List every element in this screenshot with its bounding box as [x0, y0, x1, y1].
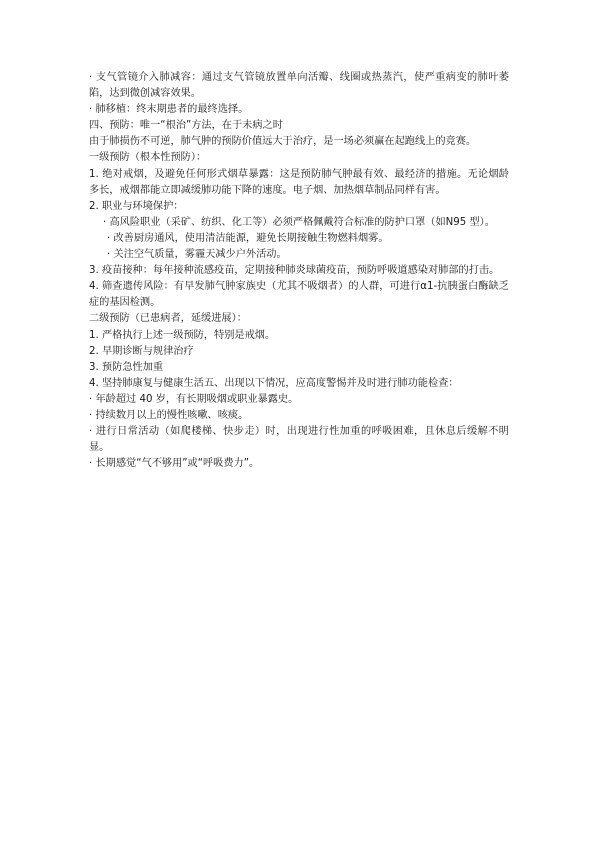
section-heading-prevention: 四、预防：唯一“根治”方法，在于未病之时	[89, 120, 283, 132]
bullet-air-quality: · 关注空气质量，雾霾天减少户外活动。	[107, 249, 287, 261]
paragraph-lung-transplant: · 肺移植：终末期患者的最终选择。	[89, 104, 249, 116]
list-item-strict-primary-prevention: 1. 严格执行上述一级预防，特别是戒烟。	[89, 329, 276, 341]
list-item-prevent-exacerbation: 3. 预防急性加重	[89, 361, 164, 373]
bullet-high-risk-occupation: · 高风险职业（采矿、纺织、化工等）必须严格佩戴符合标准的防护口罩（如N95 型）。	[103, 216, 495, 228]
paragraph-bronchoscopic-lung-volume-reduction: · 支气管镜介入肺减容：通过支气管镜放置单向活瓣、线圈或热蒸汽，使严重病变的肺叶萎陷，达到微创减容效果。	[89, 72, 509, 100]
list-item-occupational-protection: 2. 职业与环境保护：	[89, 200, 184, 212]
list-item-vaccination: 3. 疫苗接种：每年接种流感疫苗，定期接种肺炎球菌疫苗，预防呼吸道感染对肺部的打击。	[89, 265, 500, 277]
list-item-genetic-screening: 4. 筛查遗传风险：有早发肺气肿家族史（尤其不吸烟者）的人群，可进行α1-抗胰蛋白酶缺乏症的基因检测。	[89, 281, 509, 309]
list-item-early-diagnosis: 2. 早期诊断与规律治疗	[89, 345, 194, 357]
bullet-age-over-40: · 年龄超过 40 岁，有长期吸烟或职业暴露史。	[89, 393, 299, 405]
subheading-primary-prevention: 一级预防（根本性预防）：	[89, 152, 207, 164]
list-item-rehabilitation-and-warning: 4. 坚持肺康复与健康生活五、出现以下情况，应高度警惕并及时进行肺功能检查：	[89, 377, 459, 389]
bullet-kitchen-ventilation: · 改善厨房通风，使用清洁能源，避免长期接触生物燃料烟雾。	[107, 232, 389, 244]
paragraph-prevention-intro: 由于肺损伤不可逆，肺气肿的预防价值远大于治疗，是一场必须赢在起跑线上的竞赛。	[89, 136, 477, 148]
subheading-secondary-prevention: 二级预防（已患病者，延缓进展）：	[89, 313, 247, 325]
bullet-progressive-dyspnea: · 进行日常活动（如爬楼梯、快步走）时，出现进行性加重的呼吸困难，且休息后缓解不明显。	[89, 426, 509, 454]
bullet-breathlessness: · 长期感觉“气不够用”或“呼吸费力”。	[89, 458, 260, 470]
list-item-quit-smoking: 1. 绝对戒烟，及避免任何形式烟草暴露：这是预防肺气肿最有效、最经济的措施。无论烟龄多长，戒烟都能立即减缓肺功能下降的速度。电子烟、加热烟草制品同样有害。	[89, 168, 509, 196]
bullet-chronic-cough: · 持续数月以上的慢性咳嗽、咳痰。	[89, 409, 249, 421]
document-page	[89, 70, 509, 472]
